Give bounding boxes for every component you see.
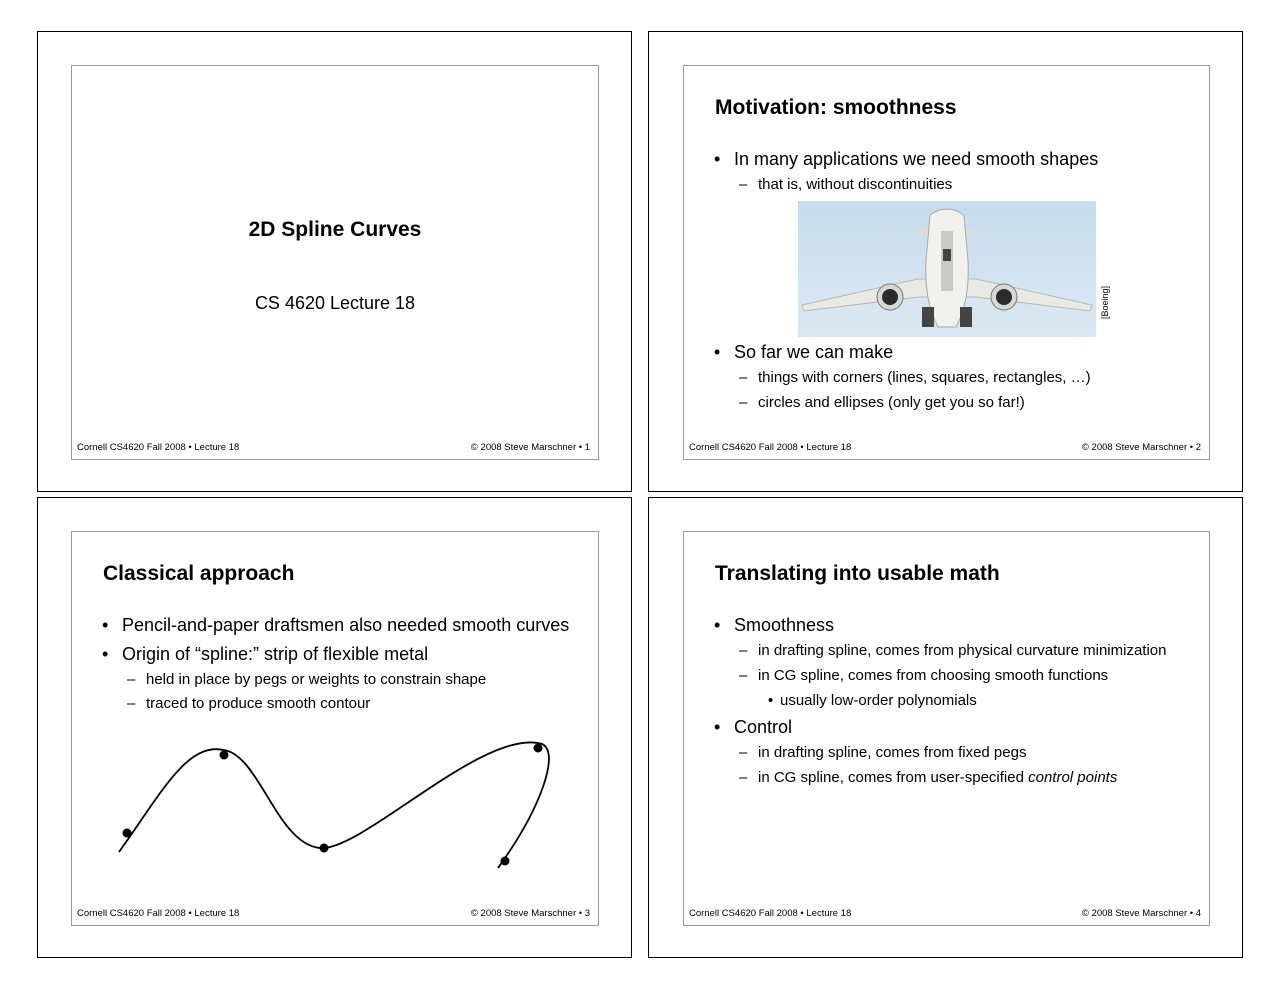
slide-subtitle: CS 4620 Lecture 18 <box>254 293 416 313</box>
sub-bullet: – in CG spline, comes from choosing smooth functions <box>739 667 1109 684</box>
control-peg <box>320 844 329 853</box>
sub-bullet: – in drafting spline, comes from physical curvature minimization <box>739 642 1167 659</box>
page-panel-3 <box>37 497 632 958</box>
slide-title: Classical approach <box>103 562 295 585</box>
footer-left: Cornell CS4620 Fall 2008 • Lecture 18 <box>77 442 240 453</box>
footer-left: Cornell CS4620 Fall 2008 • Lecture 18 <box>689 908 852 919</box>
spline-curve-diagram <box>112 732 562 882</box>
bullet: • Control <box>715 717 792 738</box>
bullet: • So far we can make <box>715 342 893 363</box>
slide-2 <box>683 65 1210 460</box>
control-peg <box>534 744 543 753</box>
bullet: • Origin of “spline:” strip of flexible metal <box>103 644 428 665</box>
emphasis: control points <box>1028 769 1118 786</box>
sub-bullet: – things with corners (lines, squares, rectangles, …) <box>739 369 1091 386</box>
footer-left: Cornell CS4620 Fall 2008 • Lecture 18 <box>689 442 852 453</box>
sub-bullet: – held in place by pegs or weights to constrain shape <box>127 671 487 688</box>
spline-curve <box>119 742 549 868</box>
slide-4 <box>683 531 1210 926</box>
slide-title: Motivation: smoothness <box>715 96 957 119</box>
page-panel-2 <box>648 31 1243 492</box>
sub-bullet: – in drafting spline, comes from fixed pegs <box>739 744 1027 761</box>
slide-title: 2D Spline Curves <box>248 218 422 241</box>
sub-bullet: – in CG spline, comes from user-specified control points <box>739 769 1118 786</box>
page-panel-1 <box>37 31 632 492</box>
footer-right: © 2008 Steve Marschner • 4 <box>1081 908 1201 919</box>
slide-title: Translating into usable math <box>715 562 1000 585</box>
footer-left: Cornell CS4620 Fall 2008 • Lecture 18 <box>77 908 240 919</box>
airplane-photo <box>798 201 1096 337</box>
slide-3 <box>71 531 599 926</box>
page-panel-4 <box>648 497 1243 958</box>
bullet: • In many applications we need smooth shapes <box>715 149 1098 170</box>
control-peg <box>220 751 229 760</box>
footer-right: © 2008 Steve Marschner • 2 <box>1081 442 1201 453</box>
footer-right: © 2008 Steve Marschner • 3 <box>470 908 590 919</box>
slide-1 <box>71 65 599 460</box>
bullet: • Pencil-and-paper draftsmen also needed smooth curves <box>103 615 569 636</box>
sub-bullet: – circles and ellipses (only get you so far!) <box>739 394 1025 411</box>
sub-sub-bullet: • usually low-order polynomials <box>768 692 977 709</box>
control-peg <box>501 857 510 866</box>
sub-bullet: – that is, without discontinuities <box>739 176 953 193</box>
control-peg <box>123 829 132 838</box>
sub-bullet: – traced to produce smooth contour <box>127 695 371 712</box>
image-credit: [Boeing] <box>1100 285 1110 319</box>
footer-right: © 2008 Steve Marschner • 1 <box>470 442 590 453</box>
bullet: • Smoothness <box>715 615 834 636</box>
